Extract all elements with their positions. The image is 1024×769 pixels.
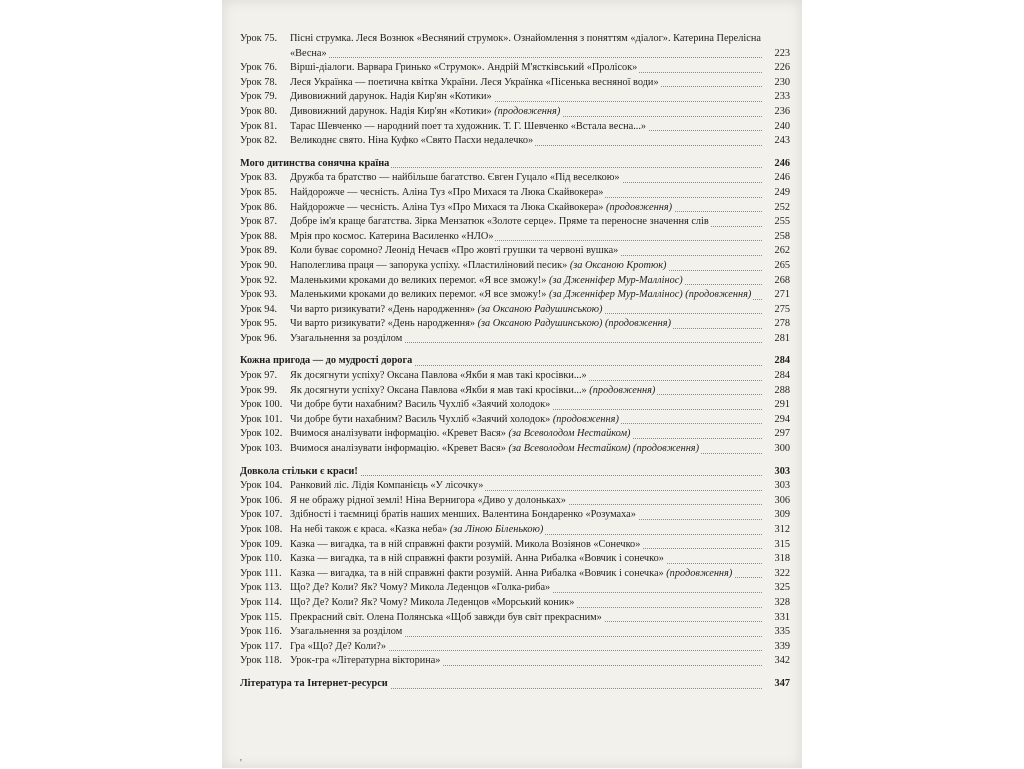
lesson-title: Маленькими кроками до великих перемог. «Я все зможу!» <box>290 274 547 286</box>
lesson-note: (за Дженніфер Мур-Маллінос) <box>549 274 683 286</box>
lesson-number: Урок 93. <box>240 289 278 301</box>
lesson-title: Дружба та братство — найбільше багатство. Євген Гуцало «Під веселкою» <box>290 172 620 184</box>
lesson-number: Урок 118. <box>240 655 282 667</box>
page-number: 291 <box>772 398 790 413</box>
lesson-title: Що? Де? Коли? Як? Чому? Микола Леденцов «Морський коник» <box>290 596 575 608</box>
toc-entry <box>240 215 790 230</box>
lesson-number: Урок 114. <box>240 596 282 608</box>
toc-entry <box>240 317 790 332</box>
toc-entry <box>240 244 790 259</box>
toc-entry <box>240 442 790 457</box>
lesson-number: Урок 96. <box>240 332 278 344</box>
toc-entry <box>240 625 790 640</box>
lesson-title: Як досягнути успіху? Оксана Павлова «Якби я мав такі кросівки...» <box>290 384 587 396</box>
toc-entry <box>240 186 790 201</box>
page-number: 297 <box>772 427 790 442</box>
page-number: 268 <box>772 274 790 289</box>
page-number: 243 <box>772 134 790 149</box>
page-number: 284 <box>772 354 790 369</box>
toc-entry <box>240 611 790 626</box>
page-number: 294 <box>772 413 790 428</box>
lesson-title: Великоднє свято. Ніна Куфко «Свято Пасхи недалечко» <box>290 135 534 147</box>
lesson-title: Узагальнення за розділом <box>290 626 403 638</box>
lesson-title: Дивовижний дарунок. Надія Кир'ян «Котики» <box>290 105 492 117</box>
toc-entry <box>240 230 790 245</box>
lesson-title: Вчимося аналізувати інформацію. «Кревет Вася» <box>290 443 506 455</box>
toc-entry <box>240 538 790 553</box>
toc-section-heading <box>240 465 790 480</box>
page-number: 315 <box>772 538 790 553</box>
page-number: 331 <box>772 611 790 626</box>
book-page <box>222 0 802 768</box>
lesson-number: Урок 104. <box>240 480 283 492</box>
page-number: 300 <box>772 442 790 457</box>
toc-entry <box>240 120 790 135</box>
page-number: 240 <box>772 120 790 135</box>
lesson-title: Урок-гра «Літературна вікторина» <box>290 655 441 667</box>
lesson-title: Чи добре бути нахабним? Василь Чухліб «Заячий холодок» <box>290 399 551 411</box>
page-number: 347 <box>772 677 790 692</box>
page-number: 312 <box>772 523 790 538</box>
toc-entry <box>240 274 790 289</box>
page-number: 233 <box>772 90 790 105</box>
toc-entry <box>240 332 790 347</box>
lesson-title: На небі також є краса. «Казка неба» <box>290 524 448 535</box>
page-number: 262 <box>772 244 790 259</box>
page-number: 322 <box>772 567 790 582</box>
lesson-title: Ранковий ліс. Лідія Компанієць «У лісочку» <box>290 480 484 492</box>
section-title: Кожна пригода — до мудрості дорога <box>240 355 413 367</box>
lesson-number: Урок 80. <box>240 105 278 117</box>
lesson-number: Урок 116. <box>240 626 282 638</box>
toc-entry <box>240 523 790 538</box>
toc-entry <box>240 581 790 596</box>
toc-entry <box>240 76 790 91</box>
lesson-note: (за Ліною Біленькою) <box>449 524 544 535</box>
lesson-number: Урок 115. <box>240 611 282 623</box>
page-number: 335 <box>772 625 790 640</box>
lesson-title: Що? Де? Коли? Як? Чому? Микола Леденцов «Голка-риба» <box>290 582 551 594</box>
lesson-number: Урок 99. <box>240 384 278 396</box>
toc-entry <box>240 640 790 655</box>
lesson-note: (за Оксаною Радушинською) <box>477 303 603 315</box>
page-number: 303 <box>772 479 790 494</box>
lesson-note: (за Дженніфер Мур-Маллінос) (продовження) <box>549 289 752 301</box>
lesson-number: Урок 111. <box>240 567 282 579</box>
page-number: 325 <box>772 581 790 596</box>
lesson-title: Пісні струмка. Леся Вознюк «Весняний струмок». Ознайомлення з поняттям «діалог». Катерина Перелісна «Весна» <box>290 33 761 59</box>
page-number: 318 <box>772 552 790 567</box>
lesson-title: Дивовижний дарунок. Надія Кир'ян «Котики» <box>290 91 492 103</box>
page-number: 284 <box>772 369 790 384</box>
lesson-title: Казка — вигадка, та в ній справжні факти розумій. Анна Рибалка «Вовчик і сонечка» <box>290 567 664 579</box>
lesson-number: Урок 95. <box>240 318 278 330</box>
lesson-number: Урок 103. <box>240 443 283 455</box>
page-number: 252 <box>772 201 790 216</box>
page-number: 328 <box>772 596 790 611</box>
lesson-note: (продовження) <box>494 105 561 117</box>
lesson-title: Казка — вигадка, та в ній справжні факти розумій. Анна Рибалка «Вовчик і сонечко» <box>290 553 664 565</box>
page-number: 303 <box>772 465 790 480</box>
lesson-number: Урок 108. <box>240 524 283 535</box>
toc-entry <box>240 61 790 76</box>
toc-entry <box>240 596 790 611</box>
lesson-number: Урок 90. <box>240 259 278 271</box>
page-number: 230 <box>772 76 790 91</box>
lesson-number: Урок 87. <box>240 216 278 228</box>
lesson-title: Здібності і таємниці братів наших менших. Валентина Бондаренко «Розумаха» <box>290 509 636 521</box>
lesson-title: Гра «Що? Де? Коли?» <box>290 640 387 652</box>
page-number: 275 <box>772 303 790 318</box>
section-title: Література та Інтернет-ресурси <box>240 677 388 689</box>
page-number: 309 <box>772 508 790 523</box>
lesson-title: Прекрасний світ. Олена Полянська «Щоб завжди був світ прекрасним» <box>290 611 602 623</box>
toc-entry <box>240 384 790 399</box>
lesson-title: Як досягнути успіху? Оксана Павлова «Якби я мав такі кросівки...» <box>290 370 587 382</box>
page-number: 255 <box>772 215 790 230</box>
lesson-note: (продовження) <box>606 201 673 213</box>
lesson-title: Тарас Шевченко — народний поет та художник. Т. Г. Шевченко «Встала весна...» <box>290 120 647 132</box>
page-number: 246 <box>772 157 790 172</box>
lesson-number: Урок 75. <box>240 33 278 44</box>
page-number: 339 <box>772 640 790 655</box>
lesson-number: Урок 82. <box>240 135 278 147</box>
page-number: 236 <box>772 105 790 120</box>
lesson-number: Урок 83. <box>240 172 278 184</box>
toc-entry <box>240 427 790 442</box>
lesson-title: Леся Українка — поетична квітка України. Леся Українка «Пісенька весняної води» <box>290 76 659 88</box>
page-number: 226 <box>772 61 790 76</box>
toc-entry <box>240 288 790 303</box>
lesson-note: (продовження) <box>589 384 656 396</box>
page-number: 258 <box>772 230 790 245</box>
lesson-title: Маленькими кроками до великих перемог. «Я все зможу!» <box>290 289 547 301</box>
lesson-number: Урок 94. <box>240 303 278 315</box>
toc-entry <box>240 494 790 509</box>
lesson-number: Урок 110. <box>240 553 282 565</box>
lesson-title: Чи варто ризикувати? «День народження» <box>290 303 476 315</box>
toc-entry <box>240 105 790 120</box>
lesson-number: Урок 107. <box>240 509 283 521</box>
page-number: 246 <box>772 171 790 186</box>
lesson-title: Чи варто ризикувати? «День народження» <box>290 318 476 330</box>
lesson-title: Я не ображу рідної землі! Ніна Вернигора «Диво у долоньках» <box>290 494 566 506</box>
lesson-title: Мрія про космос. Катерина Василенко «НЛО» <box>290 230 494 242</box>
page-number: 306 <box>772 494 790 509</box>
toc-entry <box>240 369 790 384</box>
page-number: 249 <box>772 186 790 201</box>
lesson-number: Урок 100. <box>240 399 283 411</box>
lesson-number: Урок 92. <box>240 274 278 286</box>
page-number: 288 <box>772 384 790 399</box>
lesson-title: Чи добре бути нахабним? Василь Чухліб «Заячий холодок» <box>290 413 551 425</box>
toc-entry <box>240 552 790 567</box>
toc-entry <box>240 171 790 186</box>
lesson-number: Урок 97. <box>240 370 278 382</box>
lesson-title: Узагальнення за розділом <box>290 332 403 344</box>
section-title: Довкола стільки є краси! <box>240 465 358 477</box>
lesson-note: (продовження) <box>552 413 619 425</box>
table-of-contents <box>240 32 790 692</box>
toc-entry <box>240 134 790 149</box>
page-number: 281 <box>772 332 790 347</box>
toc-section-heading <box>240 354 790 369</box>
lesson-number: Урок 85. <box>240 186 278 198</box>
lesson-number: Урок 76. <box>240 62 278 74</box>
toc-entry <box>240 201 790 216</box>
toc-entry <box>240 413 790 428</box>
lesson-number: Урок 101. <box>240 413 283 425</box>
toc-entry <box>240 567 790 582</box>
toc-entry <box>240 508 790 523</box>
lesson-number: Урок 79. <box>240 91 278 103</box>
toc-entry <box>240 259 790 274</box>
page-number: 342 <box>772 654 790 669</box>
lesson-title: Найдорожче — чесність. Аліна Туз «Про Михася та Люка Скайвокера» <box>290 186 604 198</box>
lesson-number: Урок 88. <box>240 230 278 242</box>
lesson-title: Коли буває соромно? Леонід Нечаєв «Про жовті грушки та червоні вушка» <box>290 245 619 257</box>
lesson-note: (за Всеволодом Нестайком) <box>508 428 631 440</box>
lesson-number: Урок 86. <box>240 201 278 213</box>
toc-entry <box>240 654 790 669</box>
lesson-number: Урок 109. <box>240 538 283 550</box>
section-title: Мого дитинства сонячна країна <box>240 157 390 169</box>
page-number: 265 <box>772 259 790 274</box>
lesson-title: Казка — вигадка, та в ній справжні факти розумій. Микола Возіянов «Сонечко» <box>290 538 641 550</box>
lesson-note: (за Всеволодом Нестайком) (продовження) <box>508 443 700 455</box>
lesson-note: (за Оксаною Кротюк) <box>569 259 667 271</box>
page-number: 271 <box>772 288 790 303</box>
lesson-number: Урок 89. <box>240 245 278 257</box>
lesson-number: Урок 113. <box>240 582 282 594</box>
toc-section-heading <box>240 157 790 172</box>
lesson-title: Найдорожче — чесність. Аліна Туз «Про Михася та Люка Скайвокера» <box>290 201 604 213</box>
lesson-title: Добре ім'я краще багатства. Зірка Мензатюк «Золоте серце». Пряме та переносне значення слів <box>290 216 709 228</box>
page-number: 278 <box>772 317 790 332</box>
lesson-title: Вірші-діалоги. Варвара Гринько «Струмок». Андрій М'ястківський «Пролісок» <box>290 62 638 74</box>
page-corner-mark: ' <box>240 758 242 769</box>
page-number: 223 <box>772 47 790 62</box>
toc-entry <box>240 303 790 318</box>
lesson-number: Урок 117. <box>240 640 282 652</box>
lesson-number: Урок 81. <box>240 120 278 132</box>
toc-entry <box>240 479 790 494</box>
lesson-title: Наполеглива праця — запорука успіху. «Пластиліновий песик» <box>290 259 568 271</box>
lesson-title: Вчимося аналізувати інформацію. «Кревет Вася» <box>290 428 506 440</box>
lesson-number: Урок 78. <box>240 76 278 88</box>
toc-entry <box>240 398 790 413</box>
lesson-number: Урок 102. <box>240 428 283 440</box>
toc-entry <box>240 32 790 61</box>
lesson-note: (за Оксаною Радушинською) (продовження) <box>477 318 672 330</box>
lesson-note: (продовження) <box>666 567 733 579</box>
lesson-number: Урок 106. <box>240 494 283 506</box>
dot-leader <box>290 57 762 58</box>
toc-section-heading <box>240 677 790 692</box>
toc-entry <box>240 90 790 105</box>
